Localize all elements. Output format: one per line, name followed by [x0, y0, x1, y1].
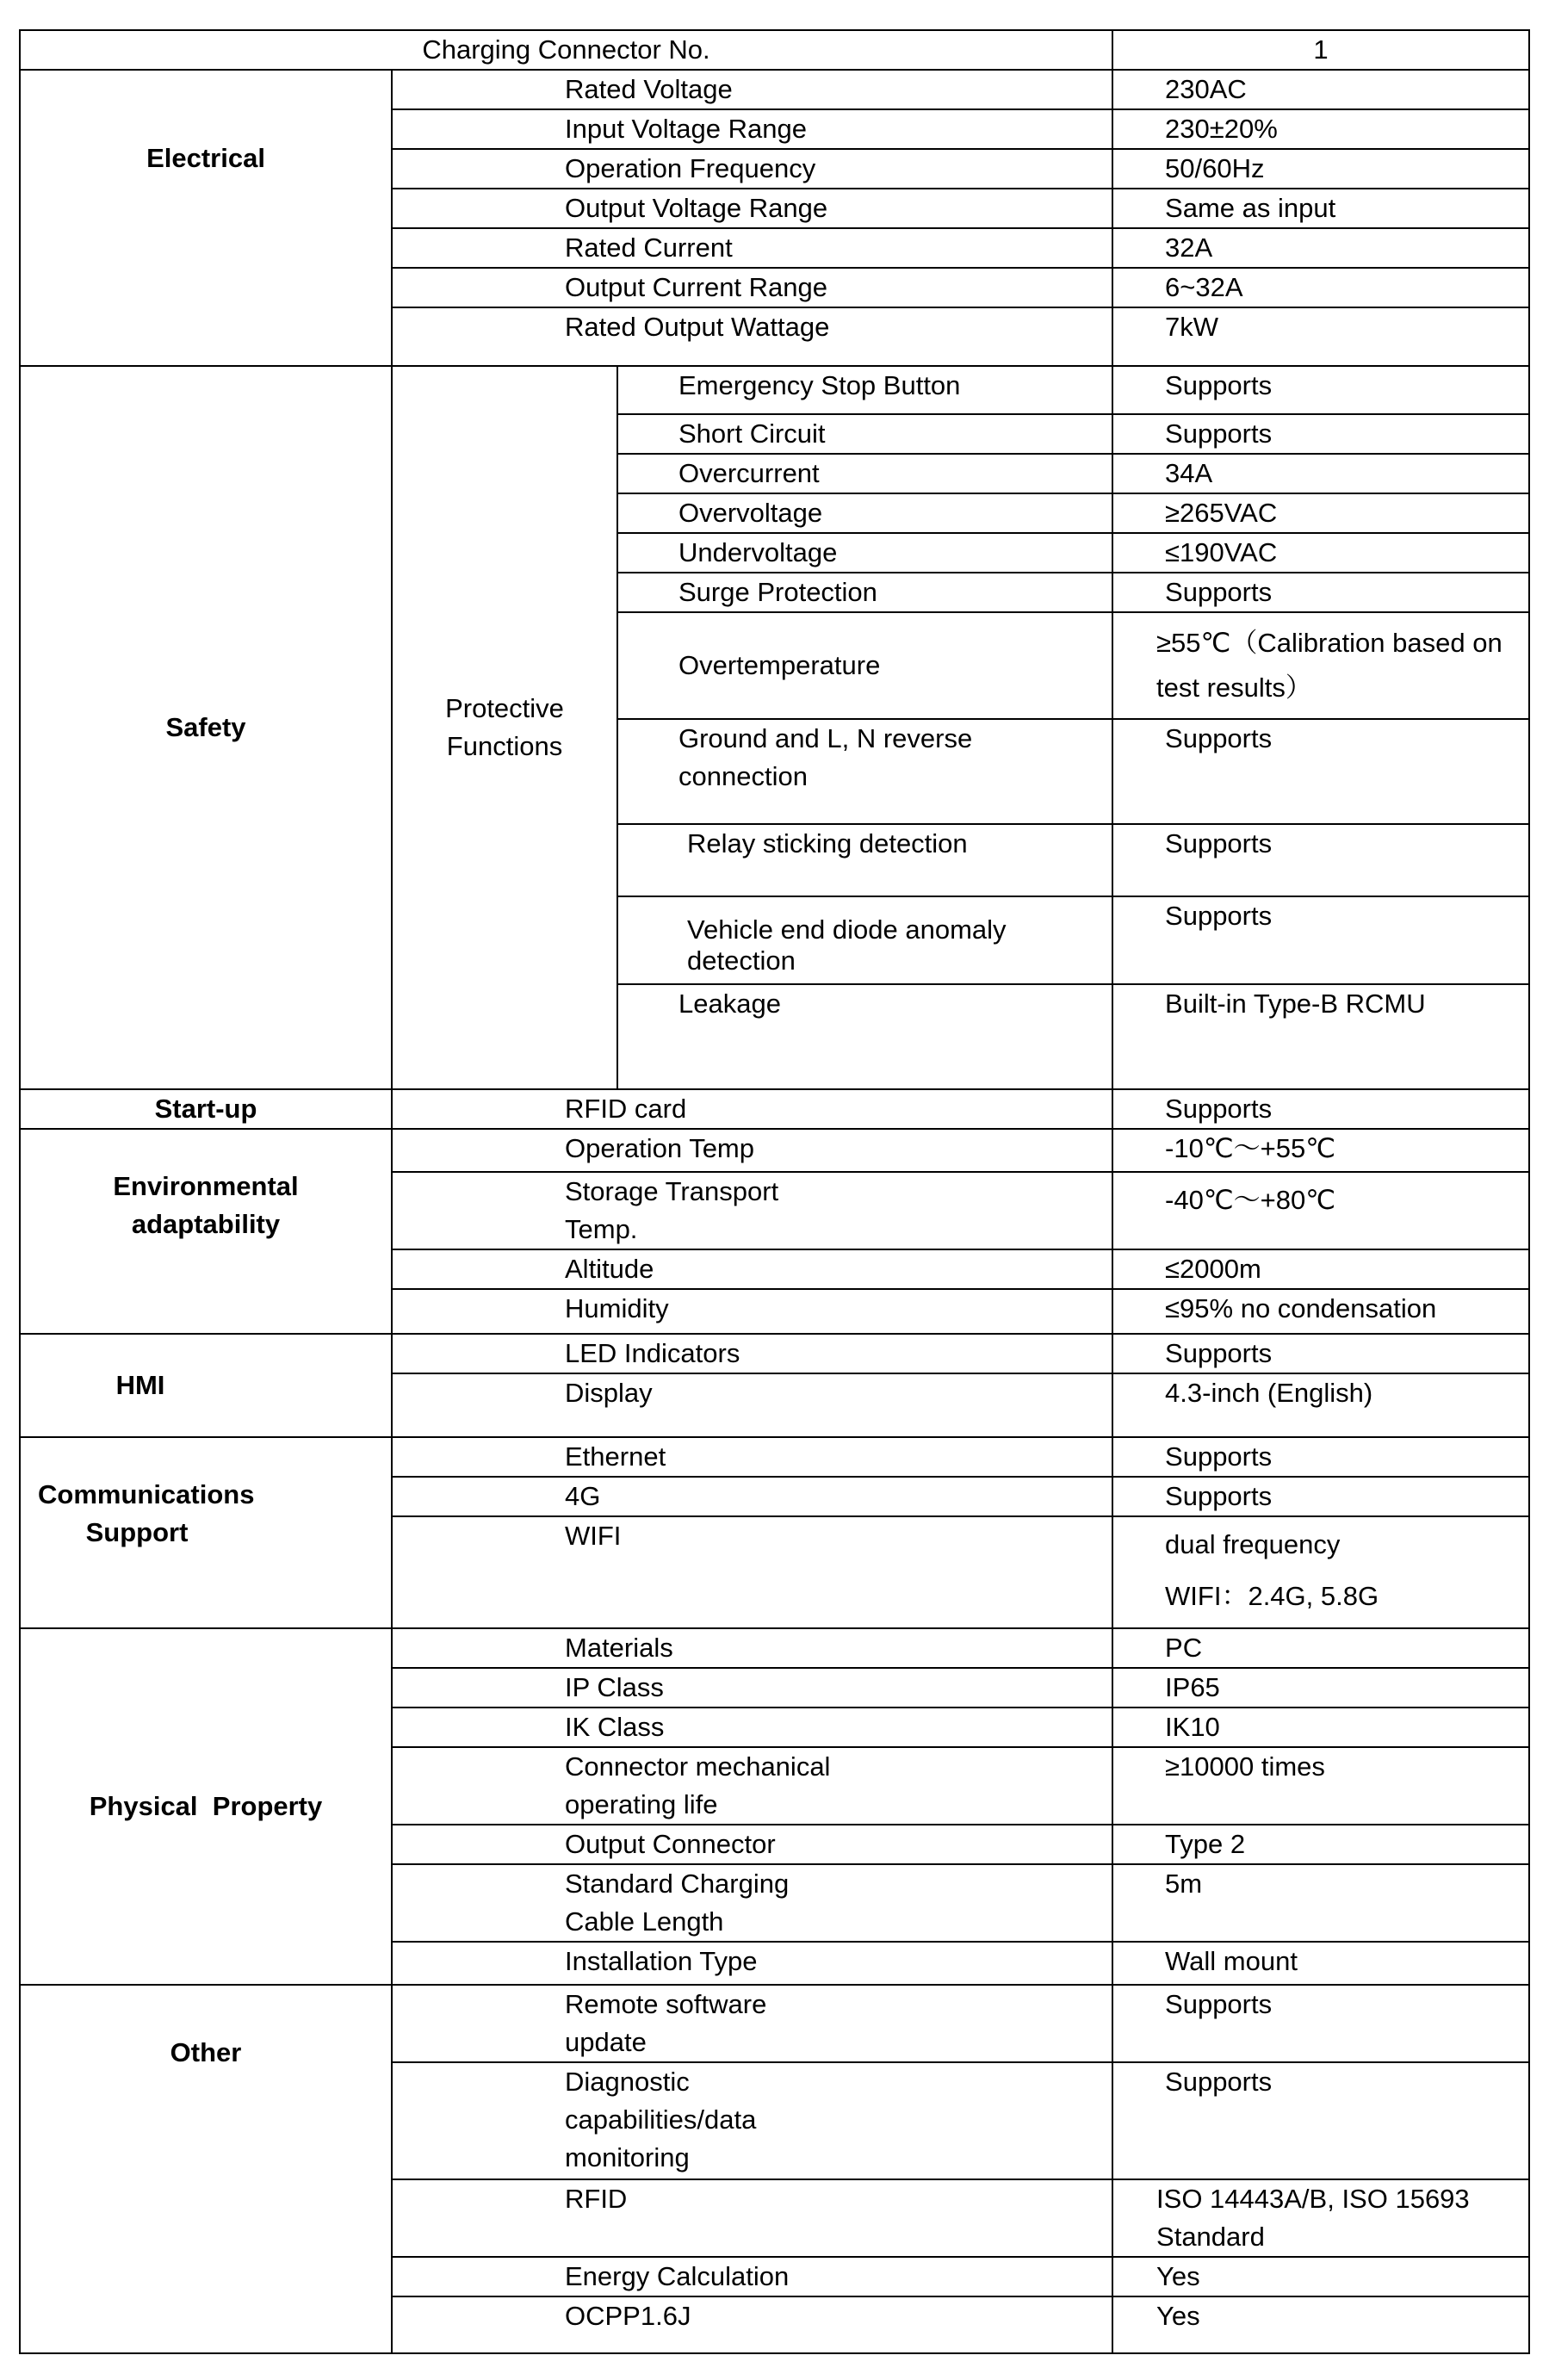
spec-value: 4.3-inch (English): [1112, 1373, 1529, 1437]
spec-item: Undervoltage: [617, 533, 1112, 573]
sub-category-protective-functions: Protective Functions: [392, 366, 617, 1089]
spec-item: IK Class: [392, 1708, 1112, 1747]
spec-value: PC: [1112, 1628, 1529, 1668]
spec-value: ≥10000 times: [1112, 1747, 1529, 1825]
category-electrical: Electrical: [20, 70, 392, 366]
header-label: Charging Connector No.: [20, 30, 1112, 70]
spec-value-line2: WIFI：2.4G, 5.8G: [1165, 1581, 1379, 1611]
spec-value: 6~32A: [1112, 268, 1529, 307]
spec-value: ISO 14443A/B, ISO 15693 Standard: [1112, 2179, 1529, 2257]
spec-value: 7kW: [1112, 307, 1529, 366]
spec-value: dual frequency: [1165, 1529, 1341, 1559]
spec-item: Ethernet: [392, 1437, 1112, 1477]
spec-value: Supports: [1112, 2062, 1529, 2179]
spec-item: Output Connector: [392, 1825, 1112, 1864]
spec-item: Vehicle end diode anomaly detection: [617, 896, 1112, 984]
spec-item: Altitude: [392, 1249, 1112, 1289]
table-row: [20, 1129, 1529, 1172]
spec-item: Output Voltage Range: [392, 189, 1112, 228]
spec-value: 34A: [1112, 454, 1529, 493]
spec-item: Overcurrent: [617, 454, 1112, 493]
category-hmi: HMI: [20, 1334, 392, 1437]
table-row: [20, 1628, 1529, 1668]
spec-item: Energy Calculation: [392, 2257, 1112, 2296]
spec-value: Same as input: [1112, 189, 1529, 228]
spec-item: Emergency Stop Button: [617, 366, 1112, 414]
category-safety: Safety: [20, 366, 392, 1089]
spec-item: Ground and L, N reverse connection: [617, 719, 1112, 824]
spec-item: 4G: [392, 1477, 1112, 1516]
spec-item: Overvoltage: [617, 493, 1112, 533]
spec-value: Supports: [1112, 573, 1529, 612]
category-communications: Communications Support: [20, 1437, 392, 1628]
spec-item: Rated Current: [392, 228, 1112, 268]
spec-value: Yes: [1112, 2257, 1529, 2296]
category-other: Other: [20, 1985, 392, 2353]
category-startup: Start-up: [20, 1089, 392, 1129]
spec-value: Supports: [1112, 719, 1529, 824]
spec-item: RFID: [392, 2179, 1112, 2257]
table-row: [20, 1437, 1529, 1477]
spec-value: Supports: [1112, 1477, 1529, 1516]
spec-value: Supports: [1112, 1985, 1529, 2062]
spec-item: Relay sticking detection: [617, 824, 1112, 896]
spec-item: LED Indicators: [392, 1334, 1112, 1373]
spec-table: [19, 29, 1530, 2354]
spec-item: Humidity: [392, 1289, 1112, 1334]
table-row: [20, 70, 1529, 109]
spec-value: Supports: [1112, 1437, 1529, 1477]
spec-value-cell: [1112, 1516, 1529, 1628]
header-row: [20, 30, 1529, 70]
spec-value: IP65: [1112, 1668, 1529, 1708]
spec-item: Input Voltage Range: [392, 109, 1112, 149]
spec-value: IK10: [1112, 1708, 1529, 1747]
spec-value: Built-in Type-B RCMU: [1112, 984, 1529, 1089]
spec-value: Supports: [1112, 366, 1529, 414]
spec-item: Installation Type: [392, 1942, 1112, 1985]
spec-value: Supports: [1112, 824, 1529, 896]
spec-item: Surge Protection: [617, 573, 1112, 612]
spec-item: Operation Frequency: [392, 149, 1112, 189]
spec-item: Operation Temp: [392, 1129, 1112, 1172]
table-row: [20, 366, 1529, 414]
spec-item: IP Class: [392, 1668, 1112, 1708]
spec-item: Diagnostic capabilities/data monitoring: [392, 2062, 1112, 2179]
spec-item: Short Circuit: [617, 414, 1112, 454]
spec-value: -40℃～+80℃: [1112, 1172, 1529, 1249]
category-environmental: Environmental adaptability: [20, 1129, 392, 1334]
spec-value: ≥55℃（Calibration based on test results）: [1112, 612, 1529, 719]
spec-value: Type 2: [1112, 1825, 1529, 1864]
spec-value: 230AC: [1112, 70, 1529, 109]
spec-value: Supports: [1112, 896, 1529, 984]
spec-value: Supports: [1112, 1334, 1529, 1373]
spec-item: Leakage: [617, 984, 1112, 1089]
table-row: [20, 1985, 1529, 2062]
spec-item: Materials: [392, 1628, 1112, 1668]
table-row: [20, 1089, 1529, 1129]
spec-item: Display: [392, 1373, 1112, 1437]
table-row: [20, 1334, 1529, 1373]
spec-item: Standard Charging Cable Length: [392, 1864, 1112, 1942]
spec-value: Yes: [1112, 2296, 1529, 2353]
spec-value: Supports: [1112, 1089, 1529, 1129]
spec-item: Remote software update: [392, 1985, 1112, 2062]
spec-item: Connector mechanical operating life: [392, 1747, 1112, 1825]
spec-value: Wall mount: [1112, 1942, 1529, 1985]
spec-value: 230±20%: [1112, 109, 1529, 149]
spec-item: Storage Transport Temp.: [392, 1172, 1112, 1249]
spec-value: -10℃～+55℃: [1112, 1129, 1529, 1172]
spec-item: WIFI: [392, 1516, 1112, 1628]
spec-value: Supports: [1112, 414, 1529, 454]
header-value: 1: [1112, 30, 1529, 70]
spec-item: Overtemperature: [617, 612, 1112, 719]
spec-item: OCPP1.6J: [392, 2296, 1112, 2353]
spec-value: 5m: [1112, 1864, 1529, 1942]
spec-value: ≤2000m: [1112, 1249, 1529, 1289]
category-physical: Physical Property: [20, 1628, 392, 1985]
spec-value: 32A: [1112, 228, 1529, 268]
spec-value: ≥265VAC: [1112, 493, 1529, 533]
spec-value: ≤95% no condensation: [1112, 1289, 1529, 1334]
spec-item: Rated Output Wattage: [392, 307, 1112, 366]
spec-item: RFID card: [392, 1089, 1112, 1129]
spec-sheet: [19, 29, 1528, 2354]
spec-value: ≤190VAC: [1112, 533, 1529, 573]
spec-item: Output Current Range: [392, 268, 1112, 307]
spec-value: 50/60Hz: [1112, 149, 1529, 189]
spec-item: Rated Voltage: [392, 70, 1112, 109]
